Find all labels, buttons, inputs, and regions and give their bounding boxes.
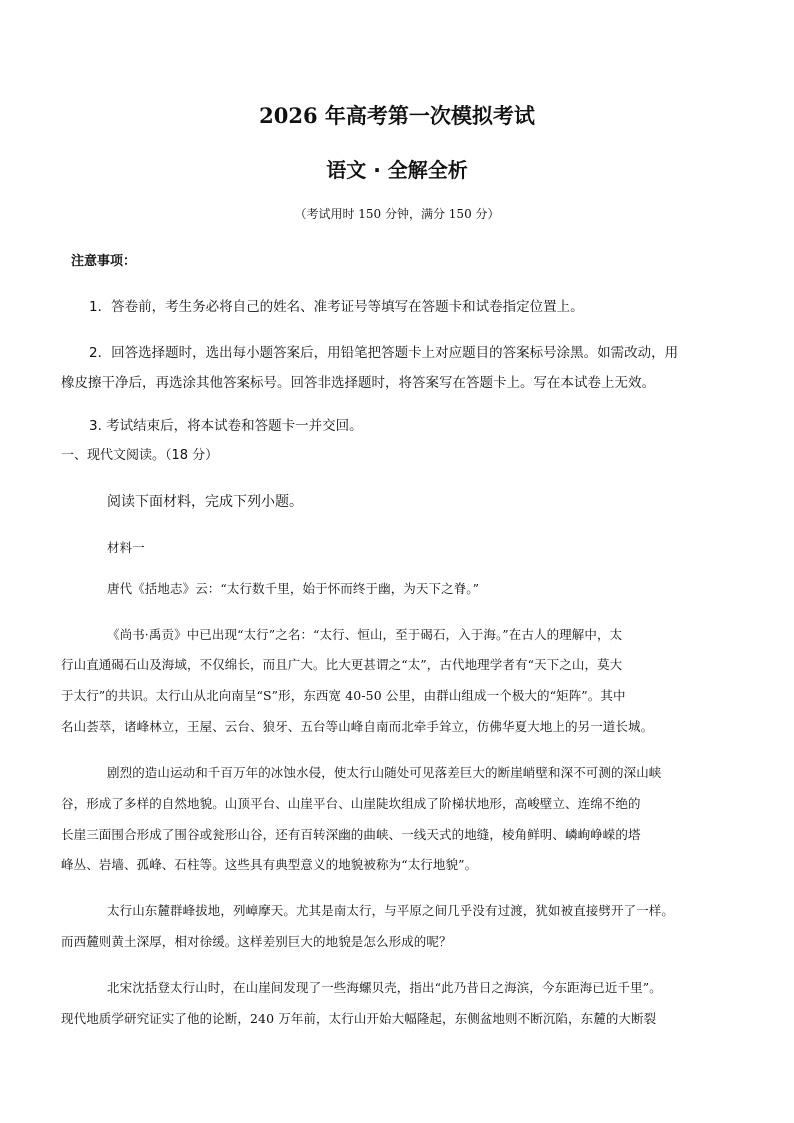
notice-item-1: 1．答卷前，考生务必将自己的姓名、准考证号等填写在答题卡和试卷指定位置上。 (89, 299, 584, 315)
paragraph-line: 唐代《括地志》云：“太行数千里，始于怀而终于幽，为天下之脊。” (107, 581, 480, 596)
notice-item-2: 2．回答选择题时，选出每小题答案后，用铅笔把答题卡上对应题目的答案标号涂黑。如需改动，用 (89, 345, 679, 361)
paragraph-line: 于太行”的共识。太行山从北向南呈“S”形，东西宽 40-50 公里，由群山组成一个极大的“矩阵”。其中 (61, 688, 626, 703)
paragraph-line: 谷，形成了多样的自然地貌。山顶平台、山崖平台、山崖陡坎组成了阶梯状地形，高峻壁立、连绵不绝的 (61, 796, 641, 811)
section-heading: 一、现代文阅读。（18 分） (61, 448, 219, 463)
reading-instruction: 阅读下面材料，完成下列小题。 (107, 494, 303, 510)
paragraph-line: 太行山东麓群峰拔地，列嶂摩天。尤其是南太行，与平原之间几乎没有过渡，犹如被直接劈开了一样。 (107, 903, 675, 918)
notice-item-3: 3. 考试结束后，将本试卷和答题卡一并交回。 (89, 418, 363, 434)
exam-info: （考试用时 150 分钟，满分 150 分） (294, 207, 500, 221)
paragraph-line: 行山直通碣石山及海域，不仅绵长，而且广大。比大更甚谓之“太”，古代地理学者有“天下之山，莫大 (61, 657, 623, 672)
paragraph-line: 现代地质学研究证实了他的论断，240 万年前，太行山开始大幅隆起，东侧盆地则不断沉陷，东麓的大断裂 (61, 1011, 657, 1026)
paragraph-line: 长崖三面围合形成了围谷或瓮形山谷，还有百转深幽的曲峡、一线天式的地缝，棱角鲜明、嶙峋峥嵘的塔 (61, 827, 641, 842)
page-subtitle: 语文 · 全解全析 (326, 158, 468, 182)
paragraph-line: 剧烈的造山运动和千百万年的冰蚀水侵，使太行山随处可见落差巨大的断崖峭壁和深不可测的深山峡 (107, 765, 662, 780)
page-title: 2026 年高考第一次模拟考试 (259, 103, 535, 128)
notice-item-2-cont: 橡皮擦干净后，再选涂其他答案标号。回答非选择题时，将答案写在答题卡上。写在本试卷上无效。 (61, 375, 655, 391)
paragraph-line: 峰丛、岩墙、孤峰、石柱等。这些具有典型意义的地貌被称为“太行地貌”。 (61, 857, 478, 872)
paragraph-line: 名山荟萃，诸峰林立，王屋、云台、狼牙、五台等山峰自南而北牵手耸立，仿佛华夏大地上的另一道长城。 (61, 719, 654, 734)
material-label: 材料一 (107, 540, 145, 555)
paragraph-line: 北宋沈括登太行山时，在山崖间发现了一些海螺贝壳，指出“此乃昔日之海滨，今东距海已近千里”。 (107, 980, 662, 995)
paragraph-line: 而西麓则黄土深厚，相对徐缓。这样差别巨大的地貌是怎么形成的呢？ (61, 934, 452, 949)
notice-heading: 注意事项： (71, 254, 137, 269)
paragraph-line: 《尚书·禹贡》中已出现“太行”之名：“太行、恒山，至于碣石，入于海。”在古人的理解中，太 (107, 627, 623, 642)
